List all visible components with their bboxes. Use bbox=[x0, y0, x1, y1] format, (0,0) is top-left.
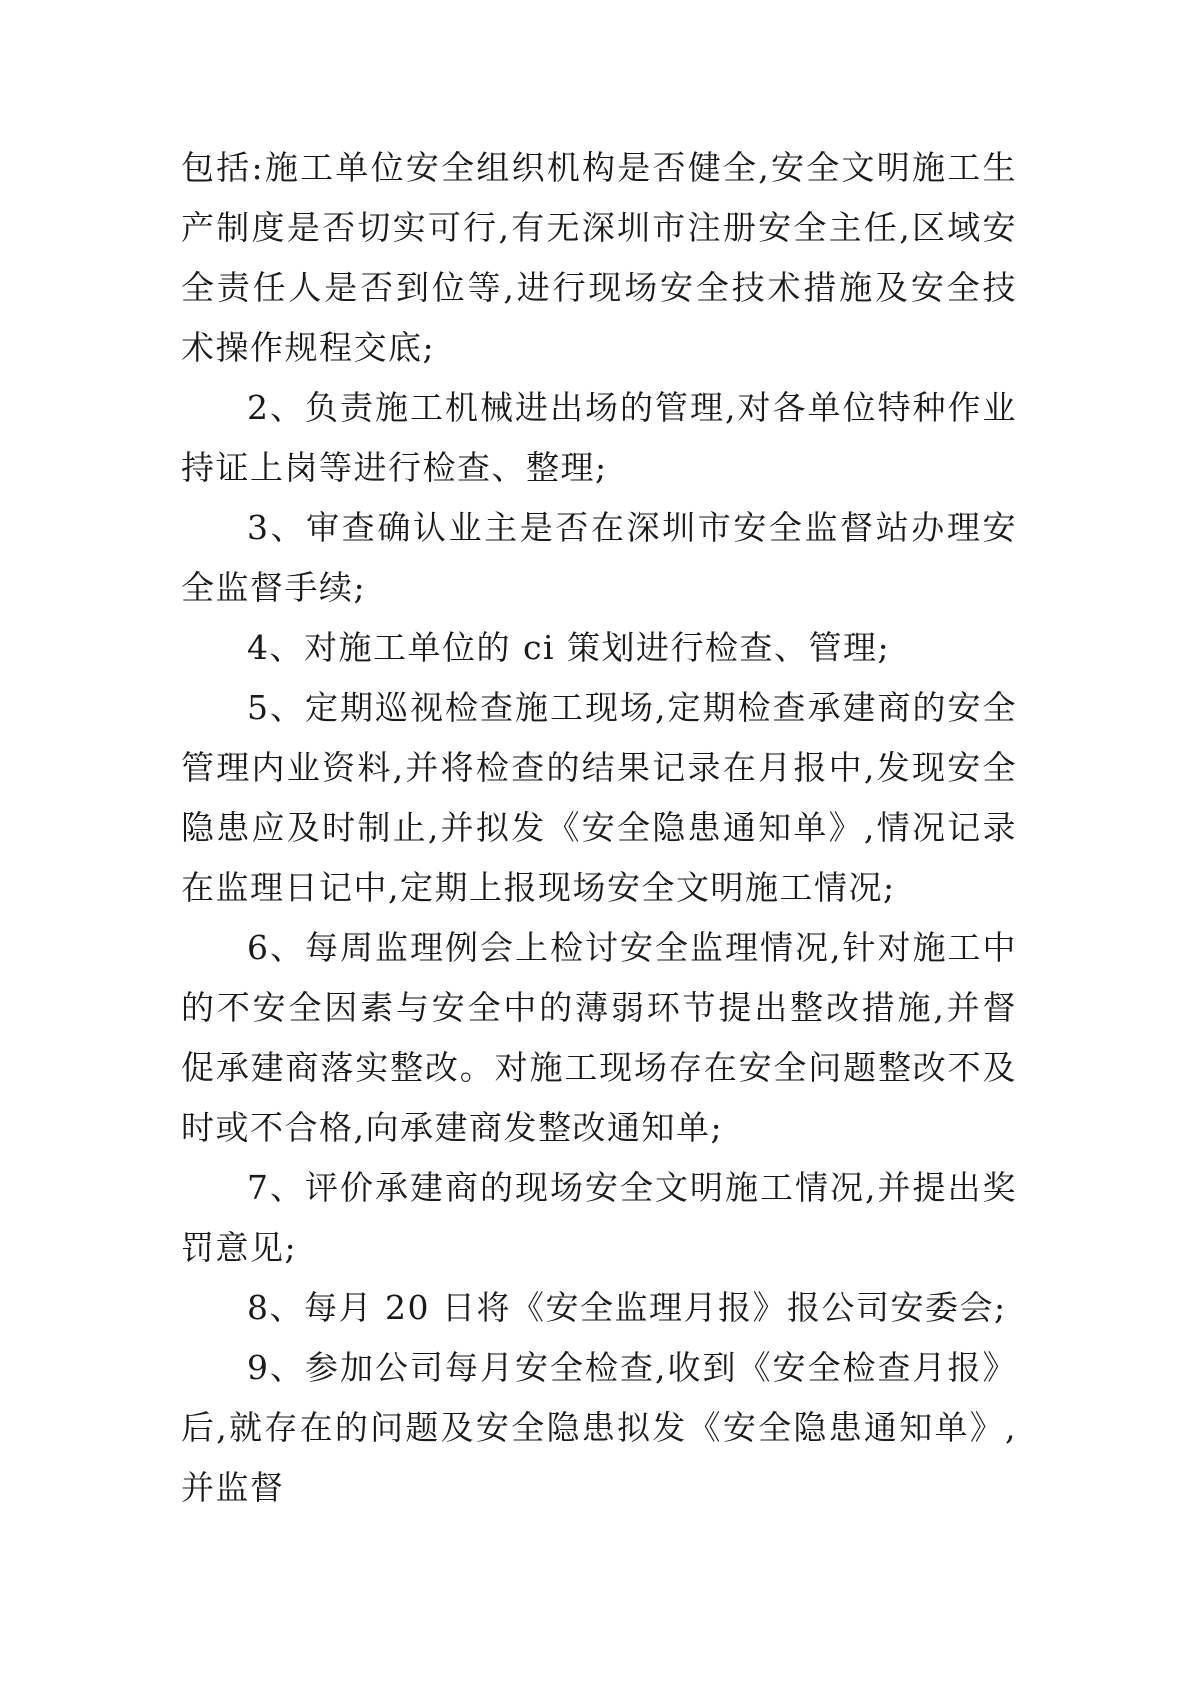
paragraph-item-5: 5、定期巡视检查施工现场,定期检查承建商的安全管理内业资料,并将检查的结果记录在月报中,发现安全隐患应及时制止,并拟发《安全隐患通知单》,情况记录在监理日记中,定期上报现场安全文明施工情况; bbox=[181, 688, 1017, 907]
paragraph-item-8: 8、每月 20 日将《安全监理月报》报公司安委会; bbox=[247, 1288, 1007, 1327]
paragraph-intro: 包括:施工单位安全组织机构是否健全,安全文明施工生产制度是否切实可行,有无深圳市注册安全主任,区域安全责任人是否到位等,进行现场安全技术措施及安全技术操作规程交底; bbox=[181, 148, 1017, 367]
paragraph-item-9: 9、参加公司每月安全检查,收到《安全检查月报》后,就存在的问题及安全隐患拟发《安全隐患通知单》,并监督 bbox=[181, 1348, 1017, 1507]
paragraph-item-6: 6、每周监理例会上检讨安全监理情况,针对施工中的不安全因素与安全中的薄弱环节提出整改措施,并督促承建商落实整改。对施工现场存在安全问题整改不及时或不合格,向承建商发整改通知单; bbox=[181, 928, 1017, 1147]
paragraph-item-7: 7、评价承建商的现场安全文明施工情况,并提出奖罚意见; bbox=[181, 1168, 1017, 1267]
document-body bbox=[181, 138, 1017, 1518]
paragraph-item-3: 3、审查确认业主是否在深圳市安全监督站办理安全监督手续; bbox=[181, 508, 1017, 607]
paragraph-item-2: 2、负责施工机械进出场的管理,对各单位特种作业持证上岗等进行检查、整理; bbox=[181, 388, 1017, 487]
paragraph-item-4: 4、对施工单位的 ci 策划进行检查、管理; bbox=[247, 628, 891, 667]
